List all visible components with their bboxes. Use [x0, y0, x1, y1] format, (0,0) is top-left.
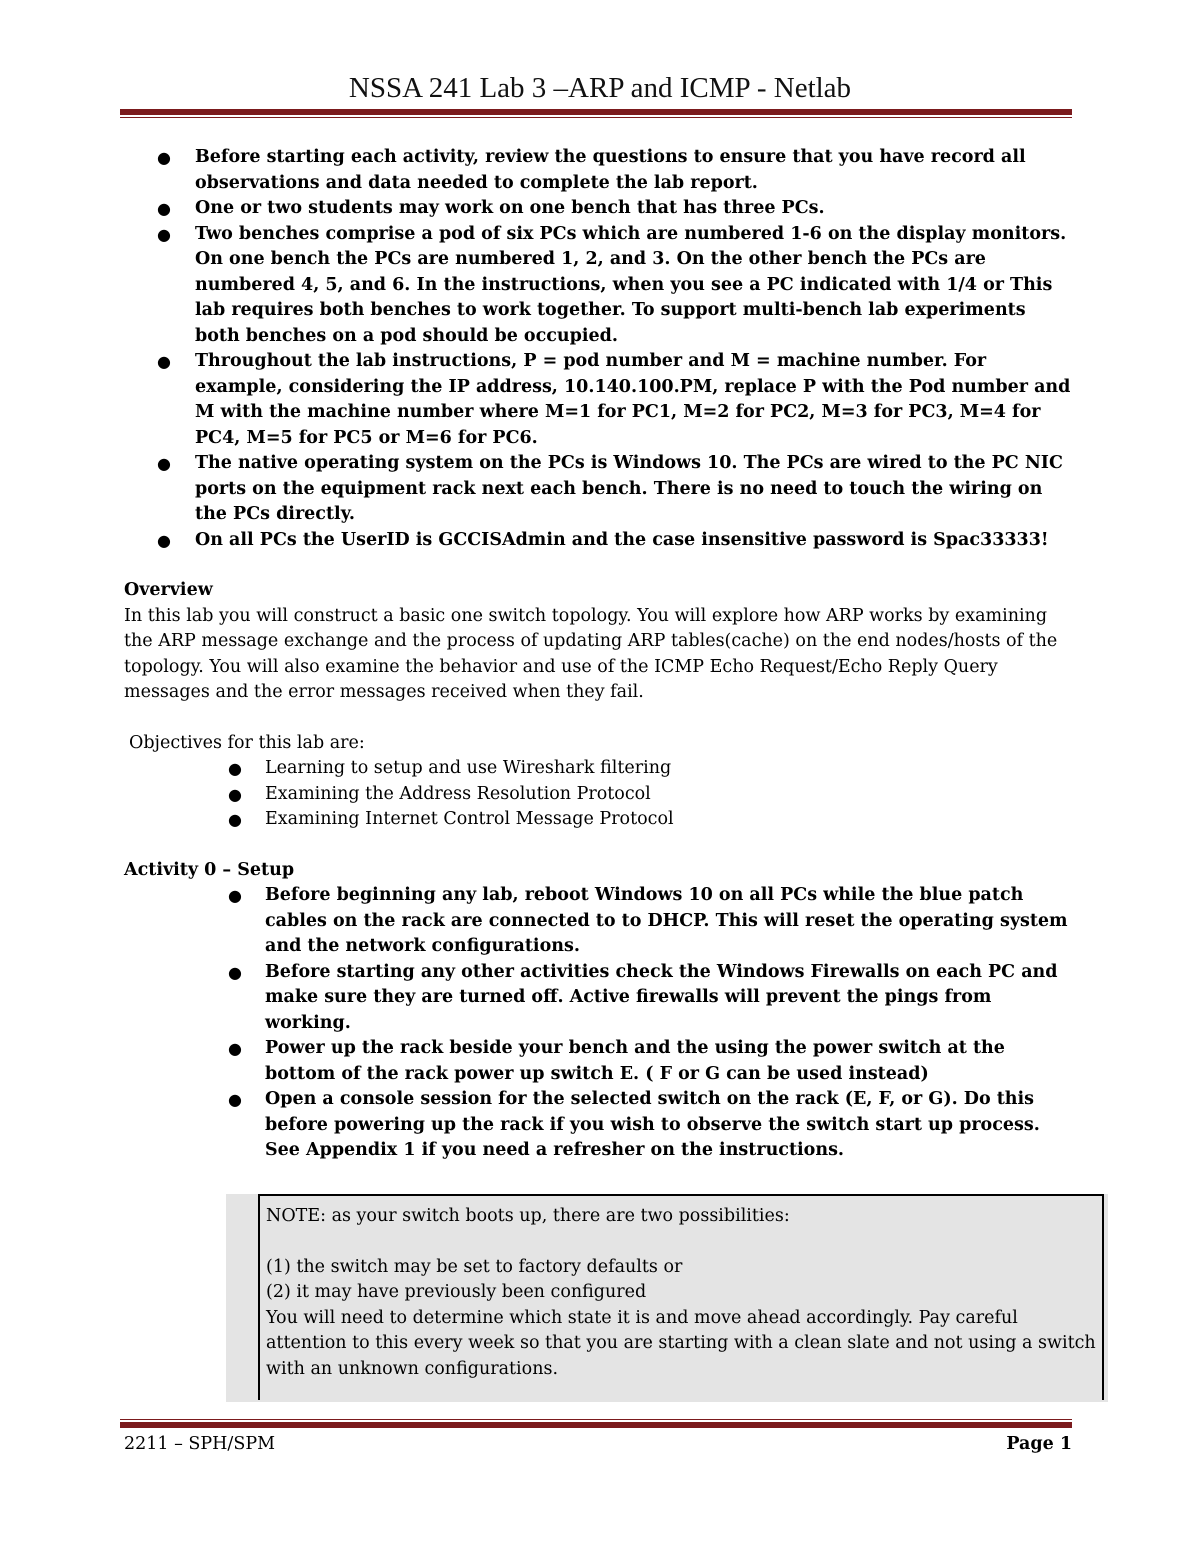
footer-rule [120, 1419, 1072, 1428]
page-title: NSSA 241 Lab 3 –ARP and ICMP - Netlab [348, 72, 852, 104]
note-line: NOTE: as your switch boots up, there are two possibilities: [266, 1206, 790, 1226]
list-item: ● One or two students may work on one bench that has three PCs. [124, 196, 1074, 222]
objectives-list [124, 756, 1074, 833]
list-item: ● Throughout the lab instructions, P = pod number and M = machine number. For example, considering the IP address, 10.140.100.PM, replace P with the Pod number and M with the machine number where M=1 for PC1, M=2 for PC2, M=3 for PC3, M=4 for PC4, M=5 for PC5 or M=6 for PC6. [157, 351, 1071, 448]
list-item: ● Learning to setup and use Wireshark filtering [124, 756, 1074, 782]
activity0-heading: Activity 0 – Setup [124, 859, 295, 880]
overview-text: In this lab you will construct a basic one switch topology. You will explore how ARP works by examining the ARP message exchange and the process of updating ARP tables(cache) on the end nodes/hosts of the topology. You will also examine the behavior and use of the ICMP Echo Request/Echo Reply Query messages and the error messages received when they fail. [124, 605, 1058, 702]
list-item: ● Before starting each activity, review the questions to ensure that you have record all observations and data needed to complete the lab report. [157, 147, 1026, 193]
list-item: ● Before beginning any lab, reboot Windows 10 on all PCs while the blue patch cables on the rack are connected to to DHCP. This will reset the operating system and the network configurations. [228, 885, 1068, 956]
header-rule [120, 109, 1072, 118]
bullet-icon: ● [157, 352, 171, 371]
note-line: (1) the switch may be set to factory defaults or [266, 1256, 683, 1277]
page-body [124, 145, 1074, 1164]
list-item: ● Open a console session for the selected switch on the rack (E, F, or G). Do this before powering up the rack if you wish to observe the switch start up process. See Appendix 1 if you need a refresher on the instructions. [228, 1089, 1040, 1160]
list-item: ● On all PCs the UserID is GCCISAdmin and the case insensitive password is Spac33333! [124, 528, 1074, 554]
bullet-icon: ● [157, 224, 171, 244]
note-paragraph: You will need to determine which state it is and move ahead accordingly. Pay careful attention to this every week so that you are starting with a clean slate and not using a switch with an unknown configurations. [266, 1307, 1096, 1379]
objectives-label: Objectives for this lab are: [129, 732, 365, 753]
bullet-icon: ● [157, 530, 171, 550]
bullet-icon: ● [228, 1090, 242, 1109]
bullet-icon: ● [157, 199, 171, 218]
bullet-icon: ● [228, 962, 242, 982]
list-item: ● Examining Internet Control Message Protocol [124, 807, 1074, 833]
list-item: ● Examining the Address Resolution Protocol [124, 782, 1074, 808]
note-content [258, 1194, 1104, 1400]
list-item: ● Power up the rack beside your bench and the using the power switch at the bottom of the rack power up switch E. ( F or G can be used instead) [228, 1038, 1005, 1084]
bullet-icon: ● [157, 148, 171, 167]
list-item: ● The native operating system on the PCs is Windows 10. The PCs are wired to the PC NIC ports on the equipment rack next each bench. There is no need to touch the wiring on the PCs directly. [157, 453, 1063, 524]
list-item: ● Two benches comprise a pod of six PCs which are numbered 1-6 on the display monitors. On one bench the PCs are numbered 1, 2, and 3. On the other bench the PCs are numbered 4, 5, and 6. In the instructions, when you see a PC indicated with 1/4 or This lab requires both benches to work together. To support multi-bench lab experiments both benches on a pod should be occupied. [157, 223, 1067, 346]
bullet-icon: ● [228, 1039, 242, 1058]
bullet-icon: ● [157, 454, 171, 473]
bullet-icon: ● [228, 759, 242, 778]
activity0-list [124, 883, 1074, 1164]
bullet-icon: ● [228, 886, 242, 905]
overview-heading: Overview [124, 580, 213, 600]
note-line: (2) it may have previously been configured [266, 1282, 647, 1302]
bullet-icon: ● [228, 784, 242, 804]
bullet-icon: ● [228, 810, 242, 829]
note-box [226, 1194, 1108, 1402]
list-item: ● Before starting any other activities check the Windows Firewalls on each PC and make sure they are turned off. Active firewalls will prevent the pings from working. [228, 961, 1058, 1033]
footer-course-code: 2211 – SPH/SPM [124, 1434, 276, 1454]
intro-bullet-list [124, 145, 1074, 553]
page-number: Page 1 [1006, 1434, 1072, 1454]
